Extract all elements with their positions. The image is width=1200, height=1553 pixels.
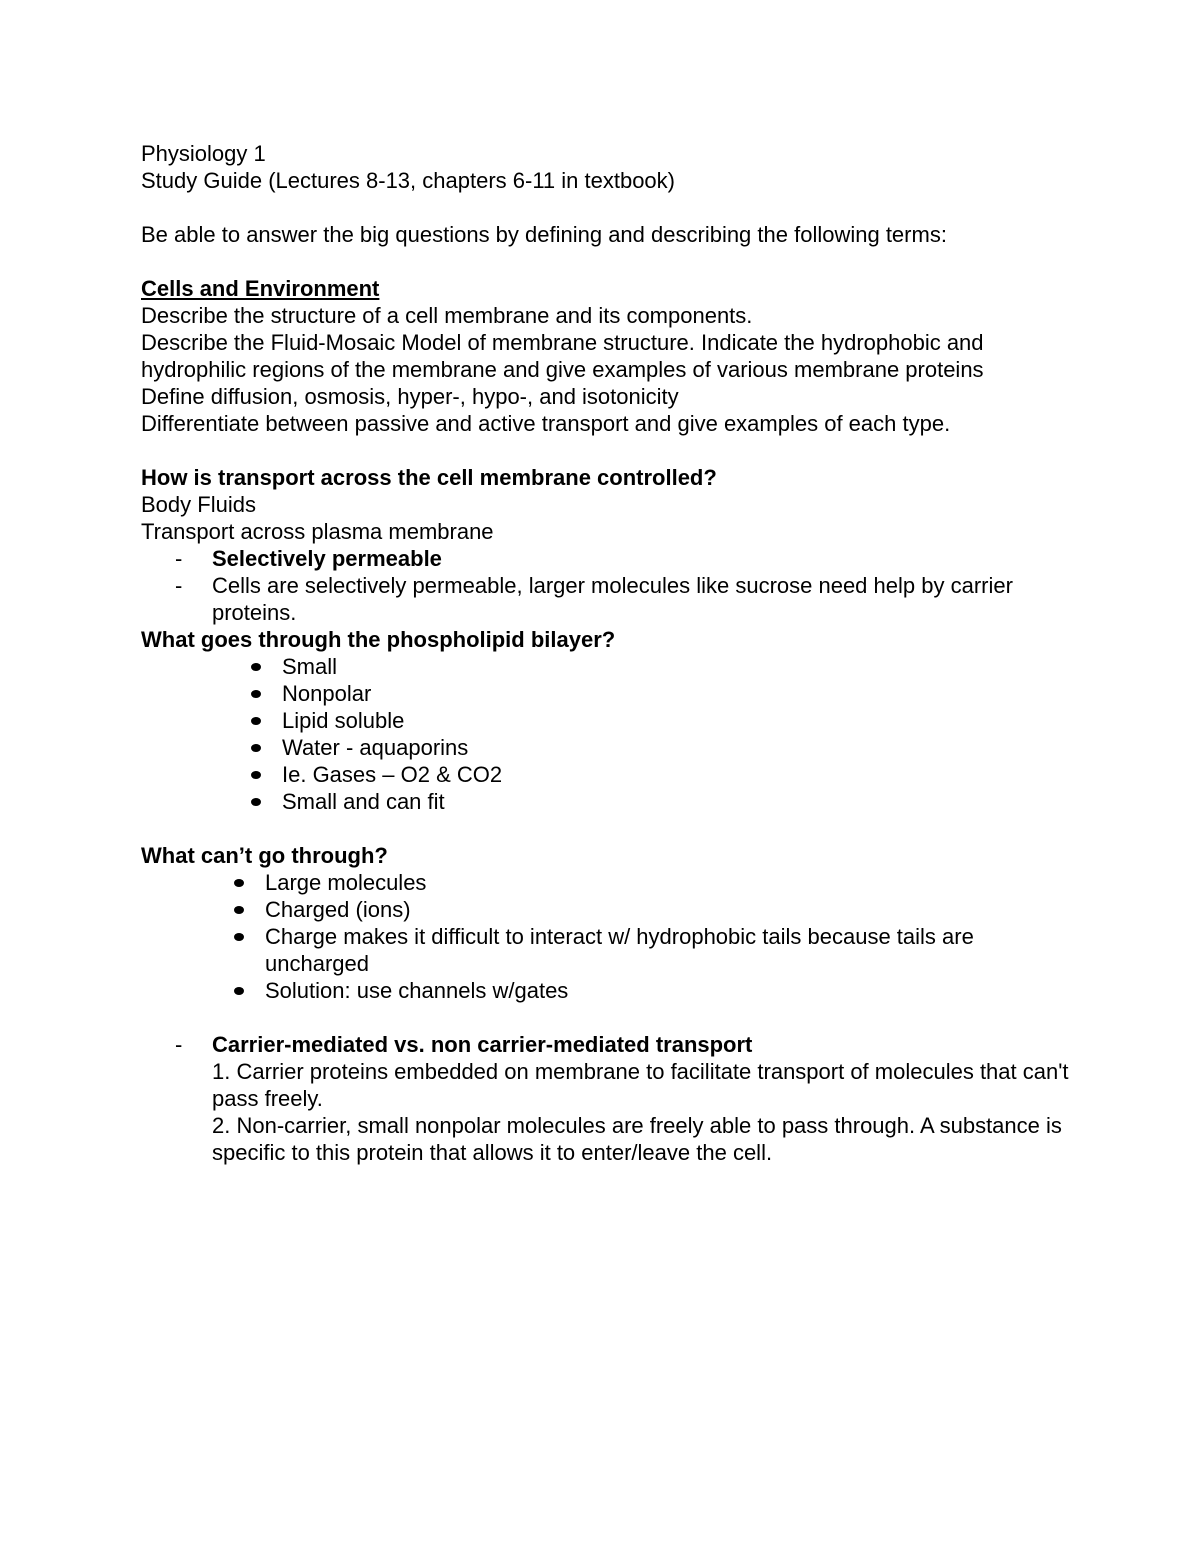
bullet-list (141, 653, 1081, 815)
list-item-text: Selectively permeable (212, 546, 442, 571)
list-item-text: Large molecules (265, 870, 427, 895)
list-item (141, 734, 1081, 761)
guide-subtitle: Study Guide (Lectures 8-13, chapters 6-11 in textbook) (141, 168, 675, 193)
list-item-text: Ie. Gases – O2 & CO2 (282, 762, 503, 787)
question-bilayer: What goes through the phospholipid bilayer? (141, 627, 616, 652)
objective-line: Differentiate between passive and active transport and give examples of each type. (141, 411, 951, 436)
document-page (141, 140, 1081, 1166)
list-item (141, 788, 1081, 815)
objective-line: Describe the Fluid-Mosaic Model of membrane structure. Indicate the hydrophobic and hydrophilic regions of the membrane and give examples of various membrane proteins (141, 330, 984, 382)
bullet-icon (251, 798, 261, 806)
dash-list (141, 545, 1081, 626)
carrier-point-1: 1. Carrier proteins embedded on membrane to facilitate transport of molecules that can't pass freely. (212, 1059, 1069, 1111)
list-item-text: Lipid soluble (282, 708, 405, 733)
carrier-point-2: 2. Non-carrier, small nonpolar molecules are freely able to pass through. A substance is specific to this protein that allows it to enter/leave the cell. (212, 1113, 1062, 1165)
bullet-icon (234, 987, 244, 995)
list-item (141, 1031, 1081, 1058)
bullet-icon (251, 771, 261, 779)
section-heading-cells: Cells and Environment (141, 276, 380, 301)
dash-marker: - (175, 546, 183, 571)
list-item (141, 977, 1081, 1004)
objective-line: Describe the structure of a cell membrane and its components. (141, 303, 753, 328)
list-item (141, 923, 1081, 977)
bullet-list (141, 869, 1081, 1004)
intro-text: Be able to answer the big questions by defining and describing the following terms: (141, 222, 947, 247)
list-item (141, 572, 1081, 626)
bullet-icon (251, 690, 261, 698)
bullet-icon (234, 906, 244, 914)
body-fluids-text: Body Fluids (141, 492, 256, 517)
bullet-icon (251, 663, 261, 671)
list-item-text: Water - aquaporins (282, 735, 469, 760)
list-item-text: Charge makes it difficult to interact w/ hydrophobic tails because tails are uncharged (265, 924, 974, 976)
dash-marker: - (175, 573, 183, 598)
dash-list (141, 1031, 1081, 1058)
list-item (141, 707, 1081, 734)
list-item (141, 545, 1081, 572)
objective-line: Define diffusion, osmosis, hyper-, hypo-, and isotonicity (141, 384, 679, 409)
list-item (141, 869, 1081, 896)
bullet-icon (234, 879, 244, 887)
list-item (141, 653, 1081, 680)
list-item (141, 761, 1081, 788)
list-item-text: Small and can fit (282, 789, 445, 814)
section-heading-carrier: Carrier-mediated vs. non carrier-mediated transport (212, 1032, 753, 1057)
bullet-icon (234, 933, 244, 941)
list-item-text: Charged (ions) (265, 897, 411, 922)
carrier-points (141, 1058, 1081, 1166)
course-title: Physiology 1 (141, 141, 266, 166)
bullet-icon (251, 717, 261, 725)
list-item-text: Cells are selectively permeable, larger molecules like sucrose need help by carrier proteins. (212, 573, 1013, 625)
question-cannot-pass: What can’t go through? (141, 843, 388, 868)
list-item-text: Nonpolar (282, 681, 372, 706)
list-item (141, 680, 1081, 707)
list-item-text: Solution: use channels w/gates (265, 978, 569, 1003)
transport-text: Transport across plasma membrane (141, 519, 494, 544)
list-item (141, 896, 1081, 923)
question-transport: How is transport across the cell membrane controlled? (141, 465, 717, 490)
list-item-text: Small (282, 654, 338, 679)
bullet-icon (251, 744, 261, 752)
dash-marker: - (175, 1032, 183, 1057)
